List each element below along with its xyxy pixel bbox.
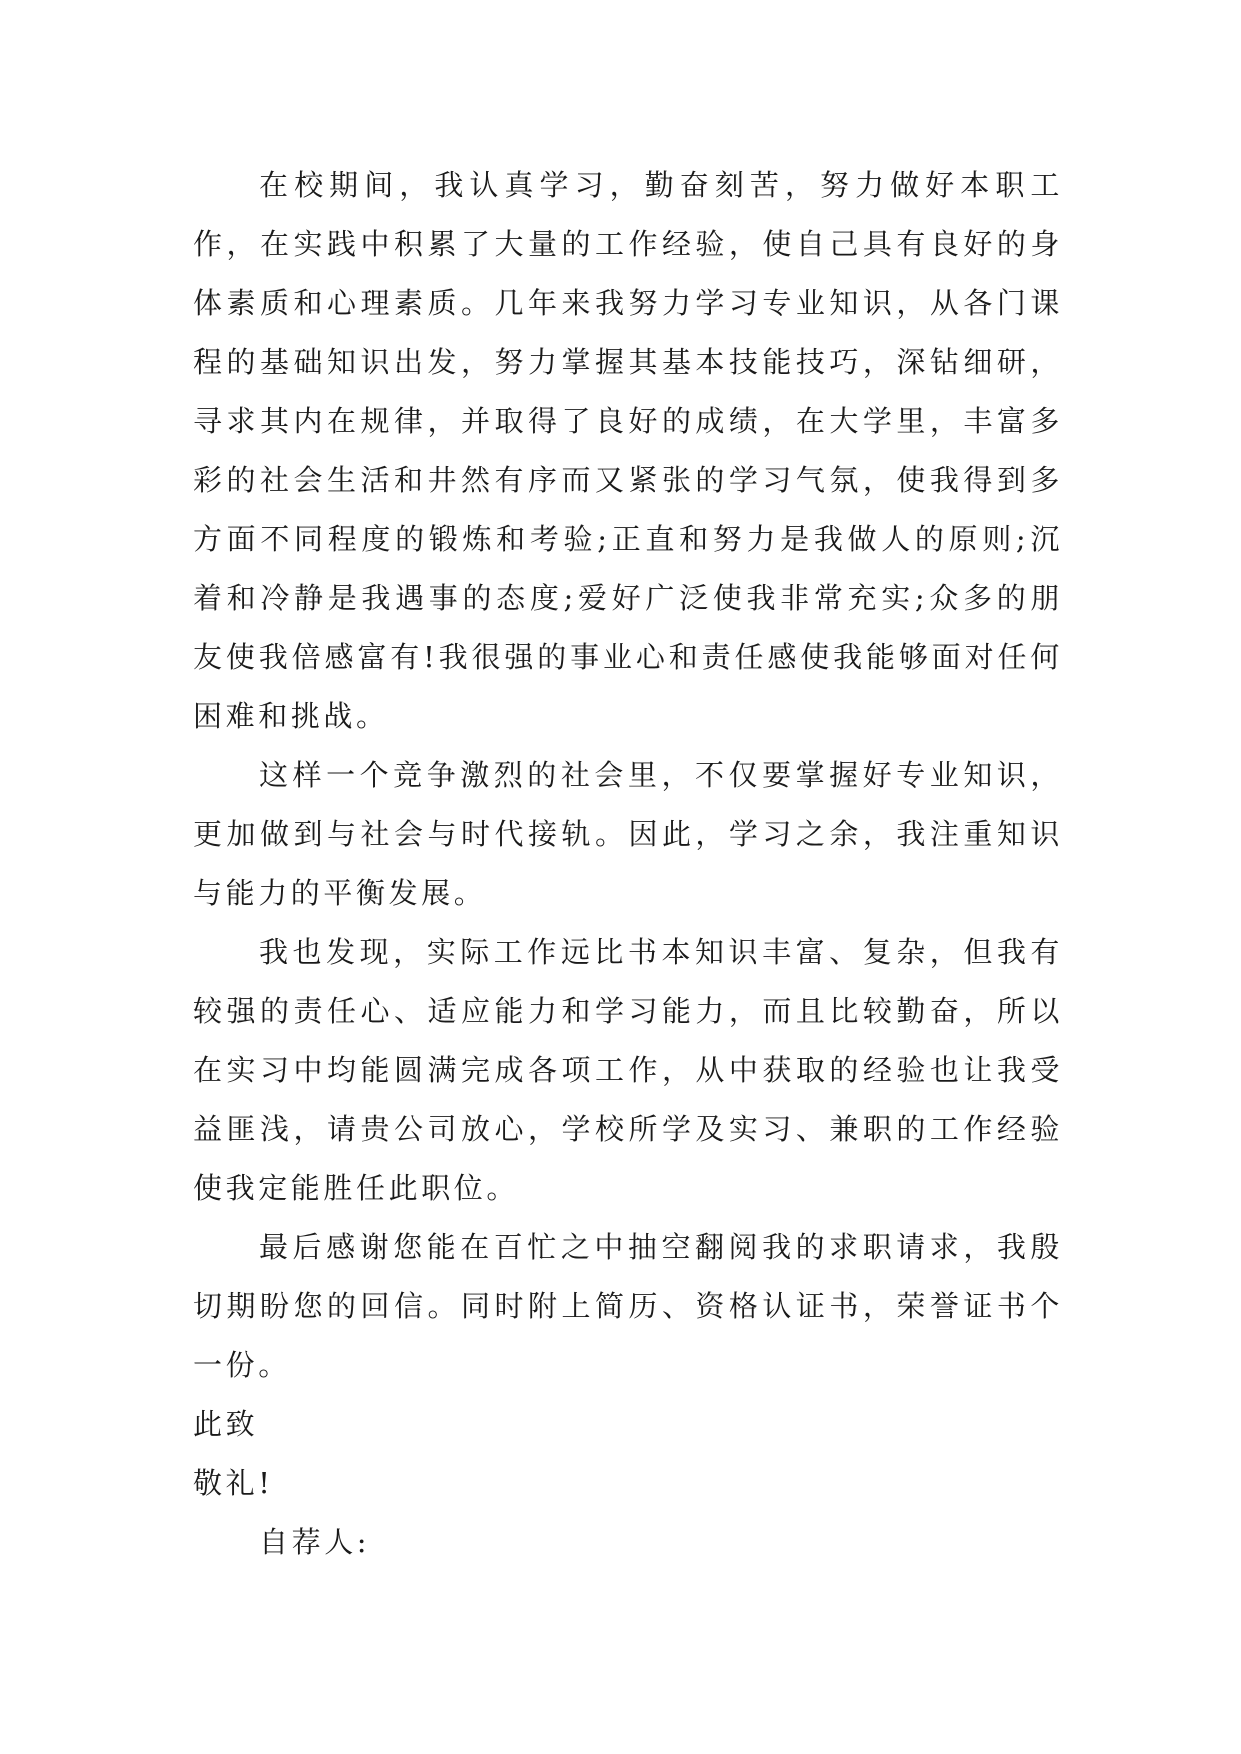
closing-line: 此致 (193, 1407, 259, 1441)
letter-body (193, 156, 1063, 1572)
signature-label: 自荐人: (259, 1525, 371, 1559)
paragraph-competition: 这样一个竞争激烈的社会里，不仅要掌握好专业知识，更加做到与社会与时代接轨。因此，学习之余，我注重知识与能力的平衡发展。 (193, 758, 1063, 910)
paragraph-study: 在校期间，我认真学习，勤奋刻苦，努力做好本职工作，在实践中积累了大量的工作经验，使自己具有良好的身体素质和心理素质。几年来我努力学习专业知识，从各门课程的基础知识出发，努力掌握其基本技能技巧，深钻细研，寻求其内在规律，并取得了良好的成绩，在大学里，丰富多彩的社会生活和井然有序而又紧张的学习气氛，使我得到多方面不同程度的锻炼和考验;正直和努力是我做人的原则;沉着和冷静是我遇事的态度;爱好广泛使我非常充实;众多的朋友使我倍感富有!我很强的事业心和责任感使我能够面对任何困难和挑战。 (193, 168, 1063, 733)
salutation-line: 敬礼! (193, 1466, 274, 1500)
paragraph-practice: 我也发现，实际工作远比书本知识丰富、复杂，但我有较强的责任心、适应能力和学习能力，而且比较勤奋，所以在实习中均能圆满完成各项工作，从中获取的经验也让我受益匪浅，请贵公司放心，学校所学及实习、兼职的工作经验使我定能胜任此职位。 (193, 935, 1063, 1205)
paragraph-thanks: 最后感谢您能在百忙之中抽空翻阅我的求职请求，我殷切期盼您的回信。同时附上简历、资格认证书，荣誉证书个一份。 (193, 1230, 1063, 1382)
